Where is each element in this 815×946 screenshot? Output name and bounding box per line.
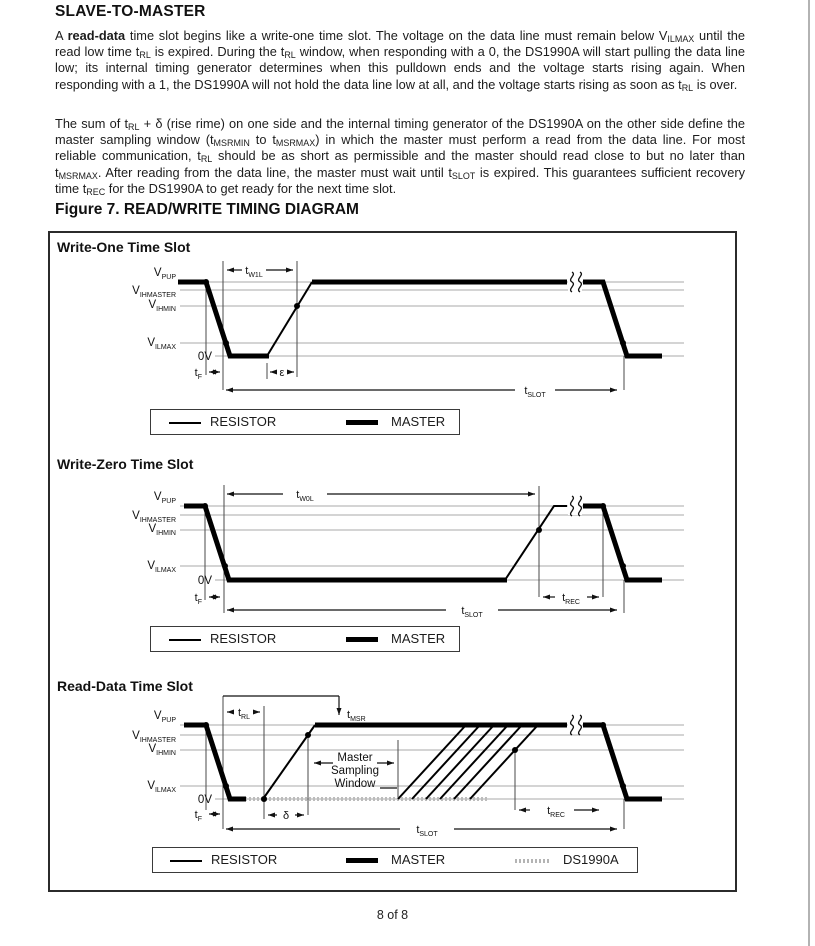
annotation-tw1l: $t_{W1L}$ bbox=[245, 265, 263, 279]
level-label-vihmin: $V_{IHMIN}$ bbox=[148, 523, 176, 537]
write-zero-waveform bbox=[50, 480, 737, 622]
annotation-trl: $t_{RL}$ bbox=[237, 707, 251, 721]
waveform-master bbox=[184, 506, 507, 580]
dimension-arrows bbox=[209, 270, 617, 390]
annotation-trec: $t_{REC}$ bbox=[547, 805, 565, 819]
sampling-window-label-2: Sampling bbox=[331, 765, 379, 777]
level-label-vihmin: $V_{IHMIN}$ bbox=[148, 299, 176, 313]
diagram-title-read-data: Read-Data Time Slot bbox=[57, 678, 193, 694]
page-edge-line bbox=[808, 0, 810, 946]
level-label-vpup: $V_{PUP}$ bbox=[153, 491, 176, 505]
sampling-window-label-3: Window bbox=[334, 778, 376, 790]
dimension-arrows bbox=[209, 696, 617, 829]
waveform-dots bbox=[203, 722, 626, 802]
annotation-tslot: $t_{SLOT}$ bbox=[461, 605, 483, 619]
marker-lines bbox=[206, 696, 624, 829]
level-label-vihmaster: $V_{IHMASTER}$ bbox=[132, 730, 176, 744]
waveform-resistor bbox=[505, 506, 567, 580]
legend-write-zero bbox=[150, 626, 460, 652]
waveform-resistor bbox=[267, 282, 312, 356]
dimension-arrows bbox=[209, 494, 617, 610]
diagram-title-write-zero: Write-Zero Time Slot bbox=[57, 456, 194, 472]
annotation-tf: $t_F$ bbox=[194, 809, 202, 823]
figure-title: Figure 7. READ/WRITE TIMING DIAGRAM bbox=[55, 201, 359, 218]
level-label-vihmin: $V_{IHMIN}$ bbox=[148, 743, 176, 757]
annotation-epsilon: ε bbox=[279, 367, 285, 379]
resistor-line-sample bbox=[170, 860, 202, 862]
level-label-vihmaster: $V_{IHMASTER}$ bbox=[132, 285, 176, 299]
legend-master-label: MASTER bbox=[391, 414, 446, 429]
annotation-tmsr: $t_{MSR}$ bbox=[347, 709, 366, 723]
section-title: SLAVE-TO-MASTER bbox=[55, 3, 206, 20]
annotation-delta: δ bbox=[282, 810, 290, 822]
annotation-tf: $t_F$ bbox=[194, 592, 202, 606]
paragraph-1: A read-data time slot begins like a write-one time slot. The voltage on the data line must remain below $V_{ILMAX}$ until the read low time $t_{RL}$ is expired. During the $t_{RL}$ window, when responding with a 0, the DS1990A will start pulling the data line low; its internal timing generator determines when this pulldown ends and the voltage starts rising again. When responding with a 1, the DS1990A will not hold the data line low at all, and the voltage starts rising as soon as $t_{RL}$ is over. bbox=[55, 28, 745, 93]
annotation-trec: $t_{REC}$ bbox=[562, 592, 580, 606]
level-label-vpup: $V_{PUP}$ bbox=[153, 267, 176, 281]
master-line-sample bbox=[346, 858, 378, 863]
level-label-0v: 0V bbox=[197, 575, 212, 587]
legend-ds1990a-label: DS1990A bbox=[563, 852, 619, 867]
annotation-tf: $t_F$ bbox=[194, 367, 202, 381]
master-line-sample bbox=[346, 637, 378, 642]
waveform-dots bbox=[203, 279, 626, 346]
ds1990a-line-sample bbox=[515, 859, 549, 863]
legend-master-label: MASTER bbox=[391, 631, 446, 646]
legend-master-label: MASTER bbox=[391, 852, 446, 867]
read-data-waveform bbox=[50, 692, 737, 842]
level-label-vilmax: $V_{ILMAX}$ bbox=[147, 337, 176, 351]
level-label-vilmax: $V_{ILMAX}$ bbox=[147, 780, 176, 794]
resistor-line-sample bbox=[169, 639, 201, 641]
paragraph-2: The sum of $t_{RL} + \delta$ (rise rime) on one side and the internal timing generator of the DS1990A on the other side define the master sampling window ($t_{MSRMIN}$ to $t_{MSRMAX}$) in which the master must perform a read from the data line. For most reliable communication, $t_{RL}$ should be as short as permissible and the master should read close to but no later than $t_{MSRMAX}$. After reading from the data line, the master must wait until $t_{SLOT}$ is expired. This guarantees sufficient recovery time $t_{REC}$ for the DS1990A to get ready for the next time slot. bbox=[55, 116, 746, 198]
annotation-tslot: $t_{SLOT}$ bbox=[416, 824, 438, 838]
page-number: 8 of 8 bbox=[376, 908, 409, 922]
waveform-latest-rise bbox=[470, 725, 538, 799]
figure-box bbox=[48, 231, 737, 892]
level-label-vilmax: $V_{ILMAX}$ bbox=[147, 560, 176, 574]
level-label-vihmaster: $V_{IHMASTER}$ bbox=[132, 510, 176, 524]
annotation-tslot: $t_{SLOT}$ bbox=[524, 385, 546, 399]
annotation-tw0l: $t_{W0L}$ bbox=[296, 489, 314, 503]
waveform-master bbox=[184, 725, 246, 799]
legend-read-data bbox=[152, 847, 638, 873]
level-label-0v: 0V bbox=[197, 351, 212, 363]
legend-write-one bbox=[150, 409, 460, 435]
legend-resistor-label: RESISTOR bbox=[210, 631, 277, 646]
legend-resistor-label: RESISTOR bbox=[210, 414, 277, 429]
sampling-window-label-1: Master bbox=[337, 752, 373, 764]
level-label-0v: 0V bbox=[197, 794, 212, 806]
write-one-waveform bbox=[50, 257, 737, 405]
resistor-line-sample bbox=[169, 422, 201, 424]
legend-resistor-label: RESISTOR bbox=[211, 852, 278, 867]
waveform-dots bbox=[202, 503, 626, 569]
master-line-sample bbox=[346, 420, 378, 425]
diagram-title-write-one: Write-One Time Slot bbox=[57, 239, 191, 255]
level-label-vpup: $V_{PUP}$ bbox=[153, 710, 176, 724]
